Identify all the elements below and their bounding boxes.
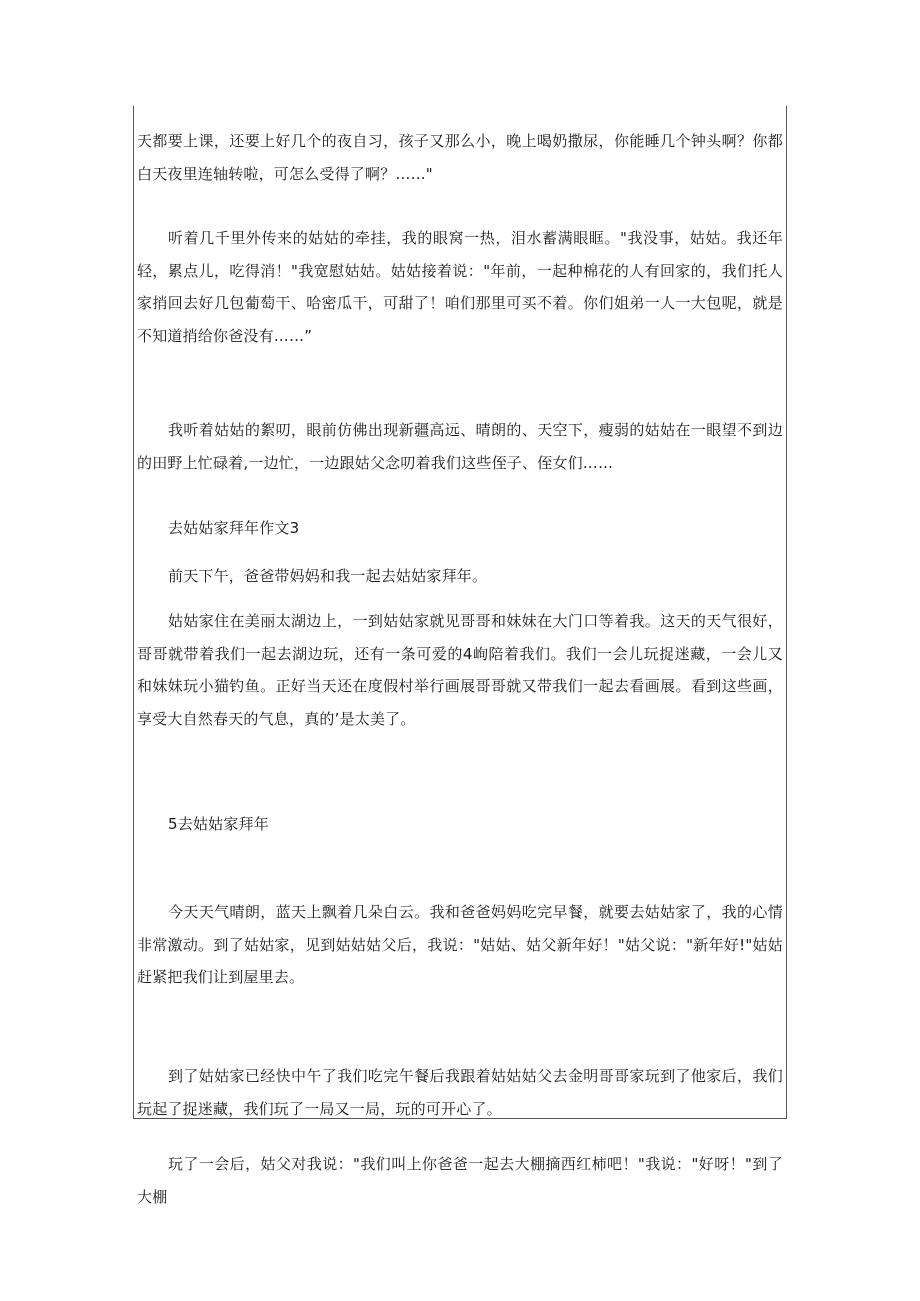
paragraph-aunt-concern: 听着几千里外传来的姑姑的牵挂，我的眼窝一热，泪水蓄满眼眶。"我没事，姑姑。我还年轻，累点儿，吃得消！"我宽慰姑姑。姑姑接着说："年前，一起种棉花的人有回家的，我们托人家捎回去好几包葡萄干、哈密瓜干，可甜了！咱们那里可买不着。你们姐弟一人一大包呢，就是不知道捎给你爸没有……” bbox=[137, 229, 783, 345]
paragraph-greenhouse: 玩了一会后，姑父对我说："我们叫上你爸爸一起去大棚摘西红柿吧！"我说："好呀！"到了大棚 bbox=[137, 1155, 783, 1206]
paragraph-taihu-lake: 姑姑家住在美丽太湖边上，一到姑姑家就见哥哥和妹妹在大门口等着我。这天的天气很好，哥哥就带着我们一起去湖边玩，还有一条可爱的4峋陪着我们。我们一会儿玩捉迷藏，一会儿又和妹妹玩小猫钓鱼。正好当天还在度假村举行画展哥哥就又带我们一起去看画展。看到这些画，享受大自然春天的气息，真的’是太美了。 bbox=[137, 612, 783, 728]
paragraph-aunt-xinjiang: 我听着姑姑的絮叨，眼前仿佛出现新疆高远、晴朗的、天空下，瘦弱的姑姑在一眼望不到边的田野上忙碌着,一边忙，一边跟姑父念叨着我们这些侄子、侄女们…… bbox=[137, 421, 783, 472]
paragraph-visit-intro: 前天下午，爸爸带妈妈和我一起去姑姑家拜年。 bbox=[168, 567, 488, 585]
paragraph-sunny-day: 今天天气晴朗，蓝天上飘着几朵白云。我和爸爸妈妈吃完早餐，就要去姑姑家了，我的心情非常激动。到了姑姑家，见到姑姑姑父后，我说："姑姑、姑父新年好！"姑父说："新年好!"姑姑赶紧把我们让到屋里去。 bbox=[137, 903, 783, 986]
section-heading-essay-5: 5去姑姑家拜年 bbox=[168, 815, 269, 833]
section-heading-essay-3: 去姑姑家拜年作文3 bbox=[168, 519, 300, 537]
paragraph-hide-and-seek: 到了姑姑家已经快中午了我们吃完午餐后我跟着姑姑姑父去金明哥哥家玩到了他家后，我们玩起了捉迷藏，我们玩了一局又一局，玩的可开心了。 bbox=[137, 1067, 783, 1118]
paragraph-continued: 天都要上课，还要上好几个的夜自习，孩子又那么小，晚上喝奶撒尿，你能睡几个钟头啊？你都白天夜里连轴转啦，可怎么受得了啊？……" bbox=[137, 132, 783, 183]
